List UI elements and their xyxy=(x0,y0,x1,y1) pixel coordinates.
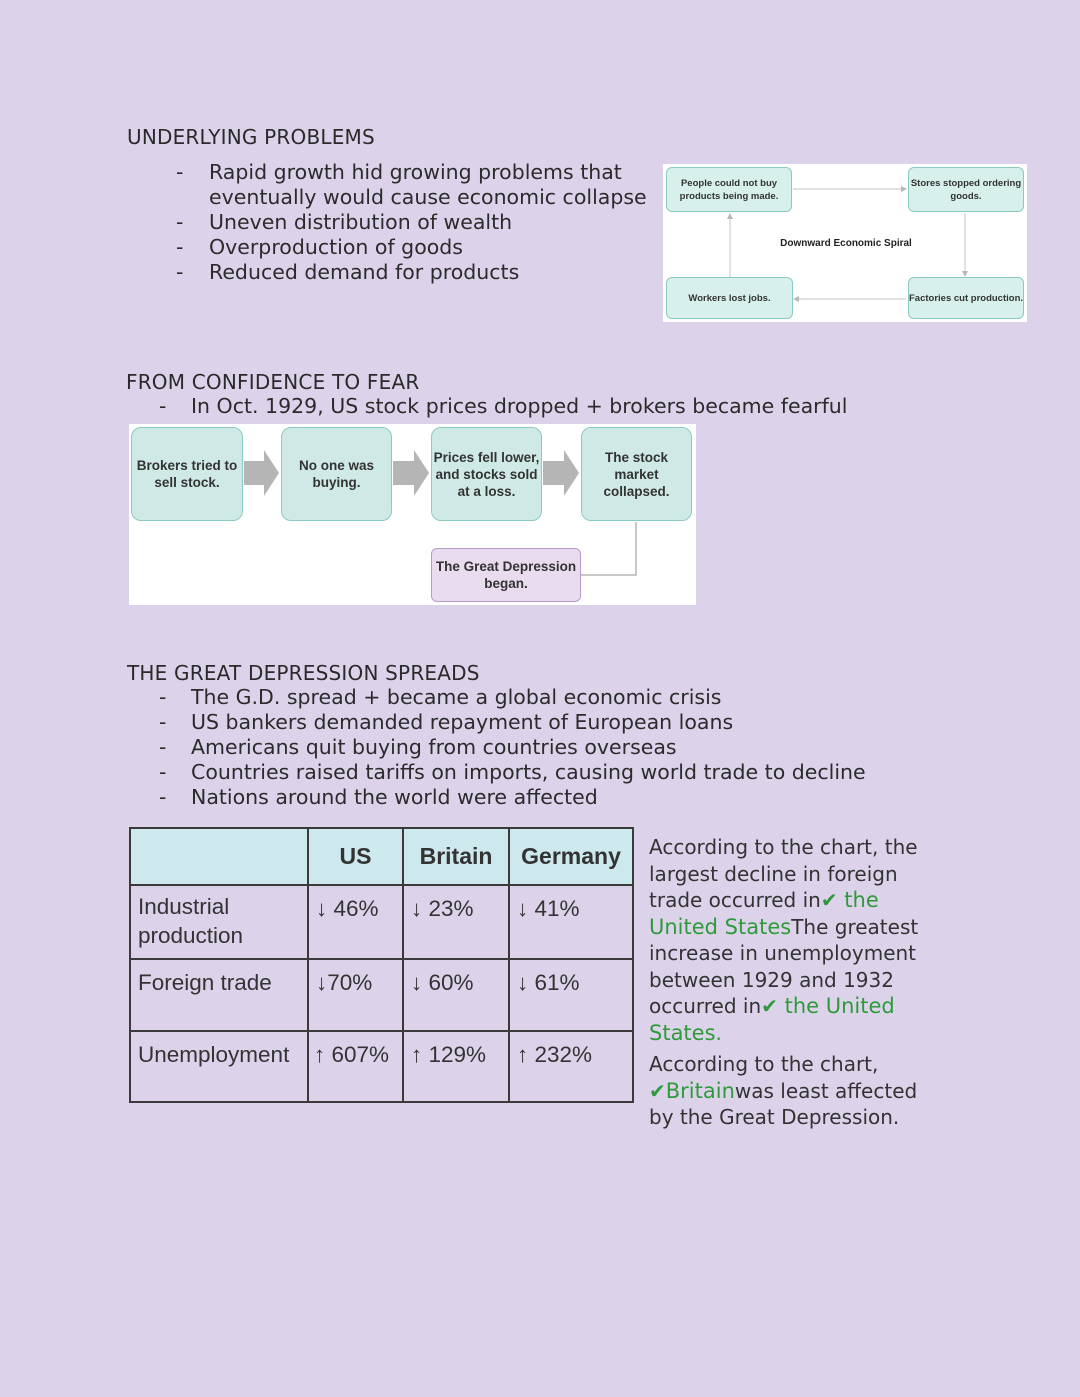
table-header-britain: Britain xyxy=(403,828,509,885)
table-header-germany: Germany xyxy=(509,828,633,885)
table-row xyxy=(130,1031,633,1102)
flow-connector xyxy=(581,522,636,575)
row-label: Unemployment xyxy=(130,1031,308,1102)
spiral-title: Downward Economic Spiral xyxy=(780,238,912,249)
flow-result-great-depression: The Great Depression began. xyxy=(431,548,581,602)
list-item: - Countries raised tariffs on imports, causing world trade to decline xyxy=(159,760,866,784)
cell-us: ↓70% xyxy=(308,959,403,1031)
spiral-box-workers-lost-jobs: Workers lost jobs. xyxy=(666,277,793,319)
list-item-continued: eventually would cause economic collapse xyxy=(209,185,647,209)
list-item: - US bankers demanded repayment of European loans xyxy=(159,710,734,734)
check-icon: ✔ xyxy=(820,888,838,912)
flow-step-brokers: Brokers tried to sell stock. xyxy=(131,427,243,521)
list-item: - The G.D. spread + became a global economic crisis xyxy=(159,685,722,709)
cell-germany: ↓ 41% xyxy=(509,885,633,959)
list-item: - In Oct. 1929, US stock prices dropped + brokers became fearful xyxy=(159,394,848,418)
depression-impact-table xyxy=(129,827,634,1103)
spiral-box-factories-cut: Factories cut production. xyxy=(908,277,1024,319)
cell-britain: ↑ 129% xyxy=(403,1031,509,1102)
list-item: - Americans quit buying from countries overseas xyxy=(159,735,677,759)
table-header-blank xyxy=(130,828,308,885)
section-heading-underlying-problems: UNDERLYING PROBLEMS xyxy=(127,125,375,149)
cell-us: ↓ 46% xyxy=(308,885,403,959)
list-item: - Overproduction of goods xyxy=(176,235,463,259)
question-foreign-trade: According to the chart, the largest decline in foreign trade occurred in✔ the United StatesThe greatest increase in unemployment between 1929 and 1932 occurred in✔ the United States. xyxy=(649,835,919,1045)
check-icon: ✔ xyxy=(761,994,778,1018)
list-item: - Rapid growth hid growing problems that xyxy=(176,160,622,184)
cell-us: ↑ 607% xyxy=(308,1031,403,1102)
flow-arrow-2 xyxy=(393,450,429,496)
table-header-row xyxy=(130,828,633,885)
row-label: Industrial production xyxy=(130,885,308,959)
flow-step-prices-fell: Prices fell lower, and stocks sold at a loss. xyxy=(431,427,542,521)
underlying-problems-list xyxy=(176,160,656,285)
flow-step-no-buying: No one was buying. xyxy=(281,427,392,521)
flow-arrow-3 xyxy=(543,450,579,496)
answer-text: Britain xyxy=(665,1078,735,1103)
stock-crash-flowchart xyxy=(129,424,696,605)
spiral-box-stores-stopped: Stores stopped ordering goods. xyxy=(908,167,1024,212)
depression-spreads-list xyxy=(159,685,879,810)
answer-text: the United States xyxy=(649,888,879,939)
spiral-box-cannot-buy: People could not buy products being made. xyxy=(666,167,792,212)
cell-germany: ↑ 232% xyxy=(509,1031,633,1102)
flow-arrow-1 xyxy=(244,450,279,496)
row-label: Foreign trade xyxy=(130,959,308,1031)
check-icon: ✔ xyxy=(649,1078,666,1103)
table-header-us: US xyxy=(308,828,403,885)
question-least-affected: According to the chart, ✔Britainwas least affected by the Great Depression. xyxy=(649,1052,918,1129)
cell-britain: ↓ 23% xyxy=(403,885,509,959)
cell-britain: ↓ 60% xyxy=(403,959,509,1031)
section-heading-depression-spreads: THE GREAT DEPRESSION SPREADS xyxy=(127,661,480,685)
answer-text: the United States xyxy=(649,994,895,1045)
table-row xyxy=(130,959,633,1031)
flow-step-market-collapsed: The stock market collapsed. xyxy=(581,427,692,521)
section-heading-confidence-to-fear: FROM CONFIDENCE TO FEAR xyxy=(126,370,420,394)
list-item: - Uneven distribution of wealth xyxy=(176,210,513,234)
economic-spiral-diagram xyxy=(663,164,1027,322)
table-row xyxy=(130,885,633,959)
list-item: - Nations around the world were affected xyxy=(159,785,598,809)
list-item: - Reduced demand for products xyxy=(176,260,520,284)
cell-germany: ↓ 61% xyxy=(509,959,633,1031)
